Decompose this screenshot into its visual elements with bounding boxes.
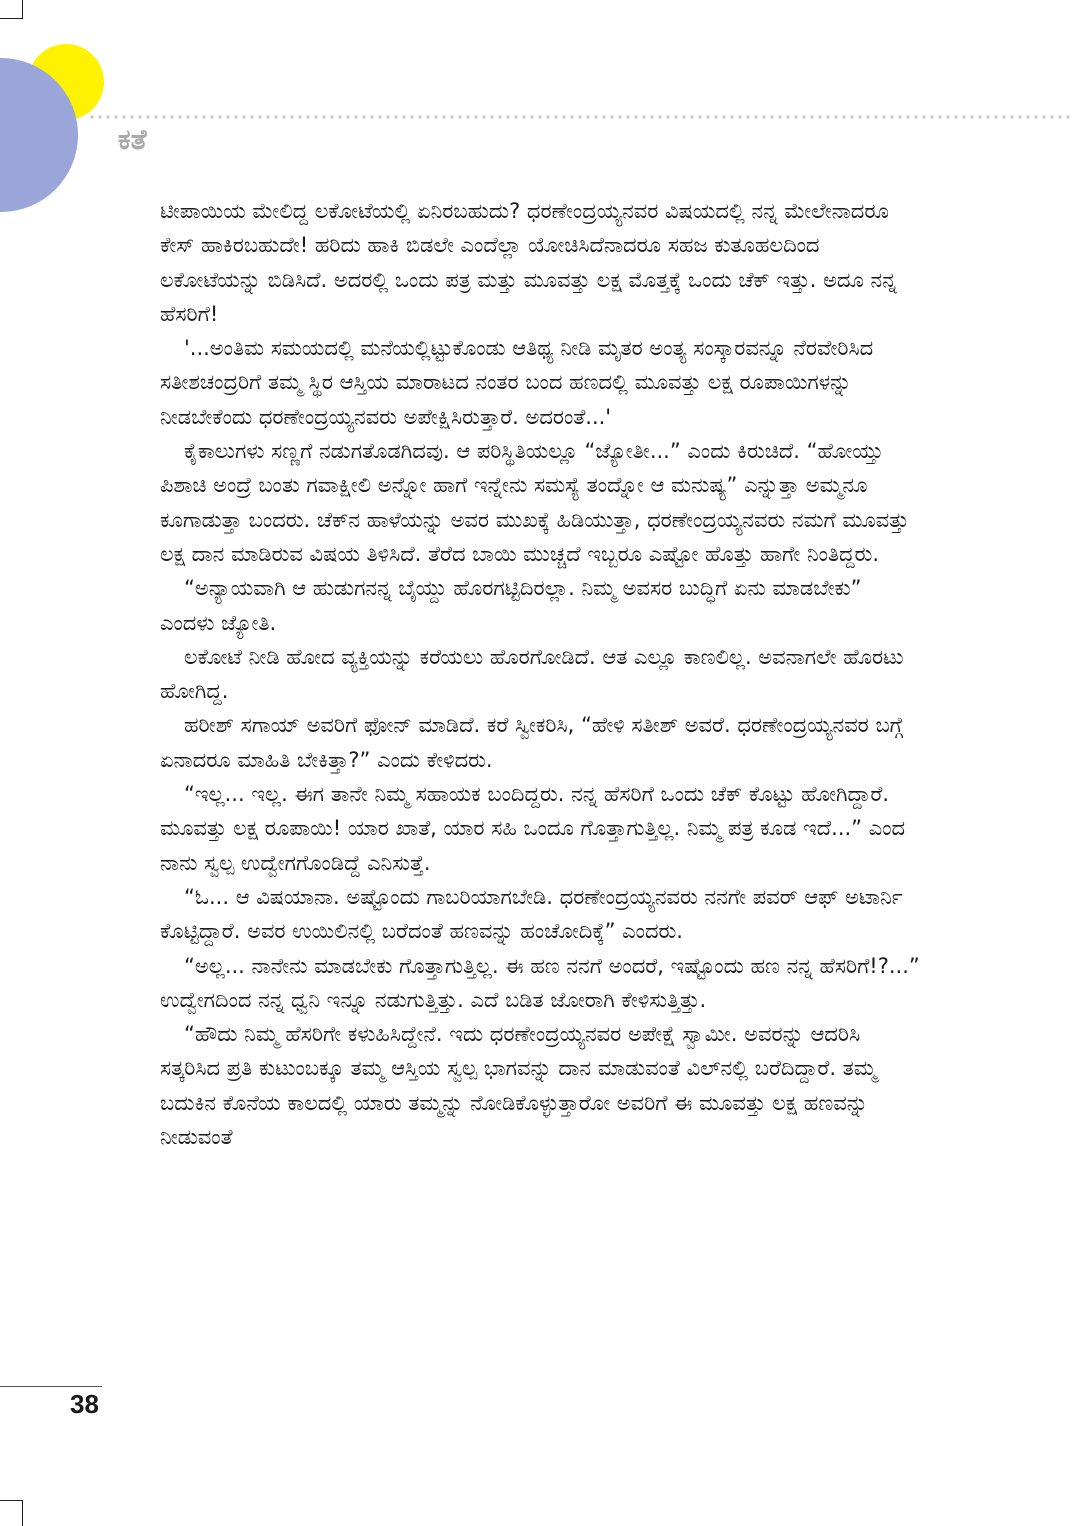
crop-mark-bottom [0, 1500, 23, 1526]
story-paragraph: “ಹೌದು ನಿಮ್ಮ ಹೆಸರಿಗೇ ಕಳುಹಿಸಿದ್ದೇನೆ. ಇದು ಧರಣೇಂದ್ರಯ್ಯನವರ ಅಪೇಕ್ಷೆ ಸ್ವಾಮೀ. ಅವರನ್ನು ಆದರಿಸಿ ಸತ್ಕರಿಸಿದ ಪ್ರತಿ ಕುಟುಂಬಕ್ಕೂ ತಮ್ಮ ಆಸ್ತಿಯ ಸ್ವಲ್ಪ ಭಾಗವನ್ನು ದಾನ ಮಾಡುವಂತೆ ವಿಲ್‌ನಲ್ಲಿ ಬರೆದಿದ್ದಾರೆ. ತಮ್ಮ ಬದುಕಿನ ಕೊನೆಯ ಕಾಲದಲ್ಲಿ ಯಾರು ತಮ್ಮನ್ನು ನೋಡಿಕೊಳ್ಳುತ್ತಾರೋ ಅವರಿಗೆ ಈ ಮೂವತ್ತು ಲಕ್ಷ ಹಣವನ್ನು ನೀಡುವಂತೆ [160, 1022, 877, 1150]
story-paragraph: '...ಅಂತಿಮ ಸಮಯದಲ್ಲಿ ಮನೆಯಲ್ಲಿಟ್ಟುಕೊಂಡು ಆತಿಥ್ಯ ನೀಡಿ ಮೃತರ ಅಂತ್ಯ ಸಂಸ್ಕಾರವನ್ನೂ ನೆರವೇರಿಸಿದ ಸತೀಶಚಂದ್ರರಿಗೆ ತಮ್ಮ ಸ್ಥಿರ ಆಸ್ತಿಯ ಮಾರಾಟದ ನಂತರ ಬಂದ ಹಣದಲ್ಲಿ ಮೂವತ್ತು ಲಕ್ಷ ರೂಪಾಯಿಗಳನ್ನು ನೀಡಬೇಕೆಂದು ಧರಣೇಂದ್ರಯ್ಯನವರು ಅಪೇಕ್ಷಿಸಿರುತ್ತಾರೆ. ಅದರಂತೆ...' [160, 336, 874, 429]
footer-rule [0, 1386, 102, 1387]
story-paragraph: “ಅಲ್ಲ... ನಾನೇನು ಮಾಡಬೇಕು ಗೊತ್ತಾಗುತ್ತಿಲ್ಲ. ಈ ಹಣ ನನಗೆ ಅಂದರೆ, ಇಷ್ಟೊಂದು ಹಣ ನನ್ನ ಹೆಸರಿಗೆ!?...” ಉದ್ವೇಗದಿಂದ ನನ್ನ ಧ್ವನಿ ಇನ್ನೂ ನಡುಗುತ್ತಿತ್ತು. ಎದೆ ಬಡಿತ ಜೋರಾಗಿ ಕೇಳಿಸುತ್ತಿತ್ತು. [160, 953, 920, 1012]
dotted-header-rule [88, 115, 1072, 119]
section-label: ಕತೆ [118, 123, 147, 156]
story-paragraph: “ಇಲ್ಲ... ಇಲ್ಲ. ಈಗ ತಾನೇ ನಿಮ್ಮ ಸಹಾಯಕ ಬಂದಿದ್ದರು. ನನ್ನ ಹೆಸರಿಗೆ ಒಂದು ಚೆಕ್ ಕೊಟ್ಟು ಹೋಗಿದ್ದಾರೆ. ಮೂವತ್ತು ಲಕ್ಷ ರೂಪಾಯಿ! ಯಾರ ಖಾತೆ, ಯಾರ ಸಹಿ ಒಂದೂ ಗೊತ್ತಾಗುತ್ತಿಲ್ಲ. ನಿಮ್ಮ ಪತ್ರ ಕೂಡ ಇದೆ...” ಎಂದ ನಾನು ಸ್ವಲ್ಪ ಉದ್ವೇಗಗೊಂಡಿದ್ದೆ ಎನಿಸುತ್ತೆ. [160, 782, 906, 875]
story-paragraph: ಕೈಕಾಲುಗಳು ಸಣ್ಣಗೆ ನಡುಗತೊಡಗಿದವು. ಆ ಪರಿಸ್ಥಿತಿಯಲ್ಲೂ “ಜ್ಯೋತೀ...” ಎಂದು ಕಿರುಚಿದೆ. “ಹೋಯ್ತು ಪಿಶಾಚಿ ಅಂದ್ರೆ ಬಂತು ಗವಾಕ್ಷೀಲಿ ಅನ್ನೋ ಹಾಗೆ ಇನ್ನೇನು ಸಮಸ್ಯೆ ತಂದ್ನೋ ಆ ಮನುಷ್ಯ” ಎನ್ನುತ್ತಾ ಅಮ್ಮನೂ ಕೂಗಾಡುತ್ತಾ ಬಂದರು. ಚೆಕ್‌ನ ಹಾಳೆಯನ್ನು ಅವರ ಮುಖಕ್ಕೆ ಹಿಡಿಯುತ್ತಾ, ಧರಣೇಂದ್ರಯ್ಯನವರು ನಮಗೆ ಮೂವತ್ತು ಲಕ್ಷ ದಾನ ಮಾಡಿರುವ ವಿಷಯ ತಿಳಿಸಿದೆ. ತೆರೆದ ಬಾಯಿ ಮುಚ್ಚದೆ ಇಬ್ಬರೂ ಎಷ್ಟೋ ಹೊತ್ತು ಹಾಗೇ ನಿಂತಿದ್ದರು. [160, 439, 909, 566]
page-number: 38 [70, 1389, 99, 1419]
story-paragraph: “ಓ... ಆ ವಿಷಯಾನಾ. ಅಷ್ಟೊಂದು ಗಾಬರಿಯಾಗಬೇಡಿ. ಧರಣೇಂದ್ರಯ್ಯನವರು ನನಗೇ ಪವರ್ ಆಫ್ ಅಟಾರ್ನಿ ಕೊಟ್ಟಿದ್ದಾರೆ. ಅವರ ಉಯಿಲಿನಲ್ಲಿ ಬರೆದಂತೆ ಹಣವನ್ನು ಹಂಚೋದಿಕ್ಕೆ” ಎಂದರು. [160, 884, 903, 944]
story-paragraph: “ಅನ್ಯಾಯವಾಗಿ ಆ ಹುಡುಗನನ್ನ ಬೈಯ್ದು ಹೊರಗಟ್ಟಿದಿರಲ್ಲಾ. ನಿಮ್ಮ ಅವಸರ ಬುದ್ಧಿಗೆ ಏನು ಮಾಡಬೇಕು” ಎಂದಳು ಜ್ಯೋತಿ. [160, 576, 862, 635]
story-paragraph: ಹರೀಶ್ ಸಗಾಯ್ ಅವರಿಗೆ ಫೋನ್ ಮಾಡಿದೆ. ಕರೆ ಸ್ವೀಕರಿಸಿ, “ಹೇಳಿ ಸತೀಶ್ ಅವರೆ. ಧರಣೇಂದ್ರಯ್ಯನವರ ಬಗ್ಗೆ ಏನಾದರೂ ಮಾಹಿತಿ ಬೇಕಿತ್ತಾ?” ಎಂದು ಕೇಳಿದರು. [160, 713, 904, 772]
story-body [160, 194, 920, 1154]
story-paragraph: ಲಕೋಟೆ ನೀಡಿ ಹೋದ ವ್ಯಕ್ತಿಯನ್ನು ಕರೆಯಲು ಹೊರಗೋಡಿದೆ. ಆತ ಎಲ್ಲೂ ಕಾಣಲಿಲ್ಲ. ಅವನಾಗಲೇ ಹೊರಟು ಹೋಗಿದ್ದ. [160, 644, 904, 704]
story-paragraph: ಟೀಪಾಯಿಯ ಮೇಲಿದ್ದ ಲಕೋಟೆಯಲ್ಲಿ ಏನಿರಬಹುದು? ಧರಣೇಂದ್ರಯ್ಯನವರ ವಿಷಯದಲ್ಲಿ ನನ್ನ ಮೇಲೇನಾದರೂ ಕೇಸ್ ಹಾಕಿರಬಹುದೇ! ಹರಿದು ಹಾಕಿ ಬಿಡಲೇ ಎಂದೆಲ್ಲಾ ಯೋಚಿಸಿದೆನಾದರೂ ಸಹಜ ಕುತೂಹಲದಿಂದ ಲಕೋಟೆಯನ್ನು ಬಿಡಿಸಿದೆ. ಅದರಲ್ಲಿ ಒಂದು ಪತ್ರ ಮತ್ತು ಮೂವತ್ತು ಲಕ್ಷ ಮೊತ್ತಕ್ಕೆ ಒಂದು ಚೆಕ್ ಇತ್ತು. ಅದೂ ನನ್ನ ಹೆಸರಿಗೆ! [160, 199, 897, 326]
crop-mark-top [0, 0, 23, 19]
